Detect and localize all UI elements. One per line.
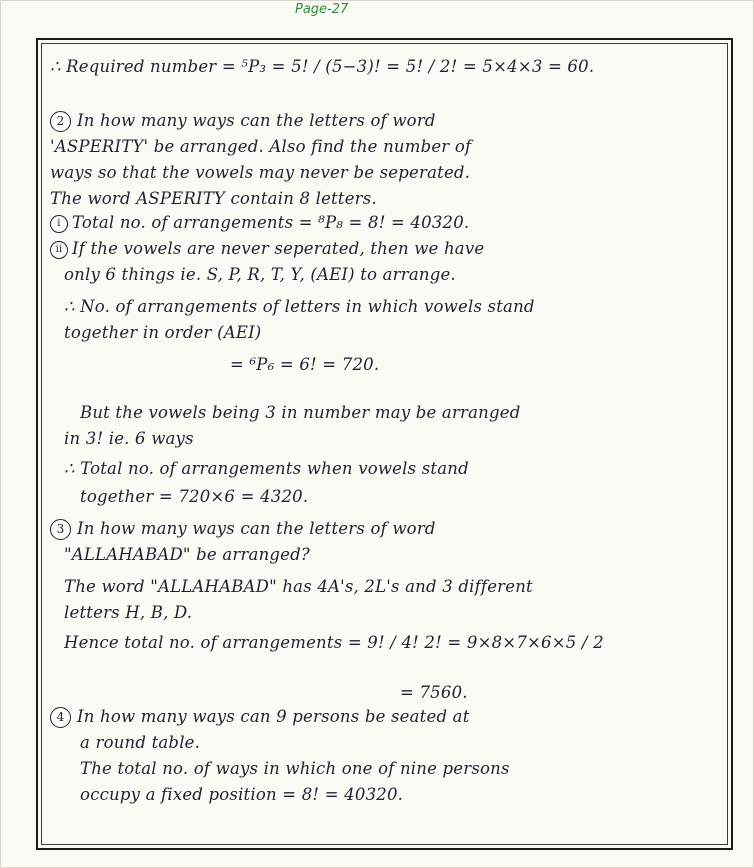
question-number: 2 (50, 111, 71, 132)
question-text: In how many ways can the letters of word (77, 111, 436, 130)
question-4-line-2: a round table. (80, 733, 201, 752)
question-2-line-2: 'ASPERITY' be arranged. Also find the number of (50, 137, 472, 156)
sub-text: Total no. of arrangements = ⁸P₈ = 8! = 40320. (72, 213, 470, 232)
question-2-line-4: The word ASPERITY contain 8 letters. (50, 189, 377, 208)
question-number: 3 (50, 519, 71, 540)
question-3-line-6: = 7560. (400, 683, 468, 702)
sub-number: ii (50, 241, 68, 259)
question-3-line-3: The word "ALLAHABAD" has 4A's, 2L's and 3 different (64, 577, 533, 596)
question-2-part-ii (50, 236, 730, 262)
line-required-number: ∴ Required number = ⁵P₃ = 5! / (5−3)! = 5! / 2! = 5×4×3 = 60. (50, 57, 595, 76)
question-4-line-1 (50, 704, 730, 730)
question-3-line-1 (50, 516, 730, 542)
question-4-line-4: occupy a fixed position = 8! = 40320. (80, 785, 404, 804)
question-2-part-i (50, 210, 730, 236)
sub-text: If the vowels are never seperated, then we have (72, 239, 485, 258)
question-2-line-14: together = 720×6 = 4320. (80, 487, 309, 506)
question-4-line-3: The total no. of ways in which one of nine persons (80, 759, 510, 778)
question-2-line-8: ∴ No. of arrangements of letters in which vowels stand (64, 297, 535, 316)
question-text: In how many ways can the letters of word (77, 519, 436, 538)
question-3-line-5: Hence total no. of arrangements = 9! / 4! 2! = 9×8×7×6×5 / 2 (64, 633, 604, 652)
question-number: 4 (50, 707, 71, 728)
question-3-line-4: letters H, B, D. (64, 603, 193, 622)
sub-number: i (50, 215, 68, 233)
question-2-line-11: But the vowels being 3 in number may be arranged (80, 403, 521, 422)
question-text: In how many ways can 9 persons be seated at (77, 707, 470, 726)
question-2-line-1 (50, 108, 730, 134)
question-3-line-2: "ALLAHABAD" be arranged? (64, 545, 310, 564)
question-2-line-10: = ⁶P₆ = 6! = 720. (230, 355, 380, 374)
question-2-line-3: ways so that the vowels may never be seperated. (50, 163, 471, 182)
question-2-line-7: only 6 things ie. S, P, R, T, Y, (AEI) to arrange. (64, 265, 456, 284)
question-2-line-13: ∴ Total no. of arrangements when vowels stand (64, 459, 469, 478)
question-2-line-9: together in order (AEI) (64, 323, 262, 342)
question-2-line-12: in 3! ie. 6 ways (64, 429, 194, 448)
page-number: Page-27 (295, 2, 349, 17)
